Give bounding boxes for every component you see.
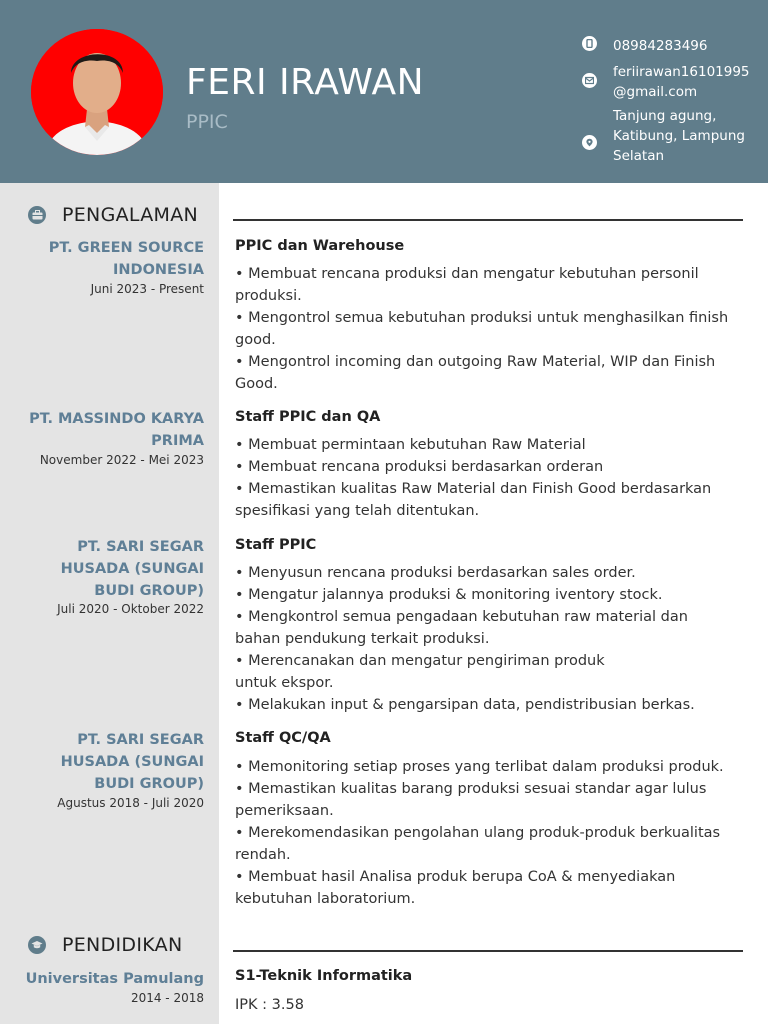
profile-photo (31, 29, 163, 155)
description-line: good. (235, 332, 276, 348)
description-line: • Memonitoring setiap proses yang terlibat dalam produksi produk. (235, 759, 724, 775)
description-line: bahan pendukung terkait produksi. (235, 631, 490, 647)
education-period: 2014 - 2018 (130, 991, 204, 1005)
description-line: • Membuat hasil Analisa produk berupa CoA & menyediakan (235, 869, 676, 885)
employment-period: Agustus 2018 - Juli 2020 (57, 796, 204, 810)
description-line: • Merencanakan dan mengatur pengiriman produk (235, 653, 605, 669)
address-line-3: Selatan (613, 148, 665, 164)
company-line: PT. MASSINDO KARYA (29, 411, 204, 427)
email-address (613, 62, 750, 102)
phone-icon (582, 36, 597, 51)
description-line: • Menyusun rencana produksi berdasarkan sales order. (235, 565, 636, 581)
description-line: Good. (235, 376, 278, 392)
description-line: produksi. (235, 288, 302, 304)
description-line: rendah. (235, 847, 291, 863)
job-title: Staff PPIC (235, 537, 317, 553)
description-line: • Membuat rencana produksi berdasarkan orderan (235, 459, 604, 475)
company-line: PRIMA (151, 433, 204, 449)
job-title: Staff PPIC dan QA (235, 409, 381, 425)
education-section-title (28, 934, 182, 956)
company-line: BUDI GROUP) (94, 776, 204, 792)
education-heading: PENDIDIKAN (62, 934, 183, 956)
experience-heading: PENGALAMAN (62, 204, 199, 226)
job-description (235, 434, 745, 522)
company-line: PT. SARI SEGAR (77, 539, 204, 555)
email-line-1: feriirawan16101995 (613, 64, 750, 80)
description-line: • Membuat permintaan kebutuhan Raw Material (235, 437, 586, 453)
job-description (235, 562, 745, 716)
description-line: pemeriksaan. (235, 803, 334, 819)
employment-period: November 2022 - Mei 2023 (39, 453, 204, 467)
job-title: PPIC dan Warehouse (235, 238, 405, 254)
company-name (29, 408, 204, 452)
employment-period: Juli 2020 - Oktober 2022 (57, 602, 204, 616)
company-name (61, 536, 204, 602)
company-line: PT. SARI SEGAR (77, 732, 204, 748)
location-pin-icon (582, 135, 597, 150)
job-description (235, 756, 745, 910)
company-line: PT. GREEN SOURCE (48, 240, 204, 256)
description-line: • Memastikan kualitas barang produksi sesuai standar agar lulus (235, 781, 707, 797)
experience-section-title (28, 204, 198, 226)
candidate-role: PPIC (186, 111, 228, 133)
description-line: • Merekomendasikan pengolahan ulang produk-produk berkualitas (235, 825, 721, 841)
description-line: spesifikasi yang telah ditentukan. (235, 503, 480, 519)
briefcase-icon (28, 206, 46, 224)
company-name (49, 237, 204, 281)
company-line: HUSADA (SUNGAI (60, 754, 204, 770)
contact-phone (582, 36, 707, 56)
employment-period: Juni 2023 - Present (90, 282, 204, 296)
description-line: • Melakukan input & pengarsipan data, pendistribusian berkas. (235, 697, 695, 713)
description-line: • Mengatur jalannya produksi & monitoring iventory stock. (235, 587, 663, 603)
phone-number: 08984283496 (613, 38, 708, 54)
description-line: kebutuhan laboratorium. (235, 891, 416, 907)
company-name (61, 729, 204, 795)
email-icon (582, 73, 597, 88)
job-description (235, 263, 745, 395)
email-line-2: @gmail.com (613, 84, 698, 100)
education-divider (233, 950, 743, 952)
job-title: Staff QC/QA (235, 730, 331, 746)
company-line: INDONESIA (113, 262, 204, 278)
description-line: • Memastikan kualitas Raw Material dan Finish Good berdasarkan (235, 481, 712, 497)
gpa: IPK : 3.58 (235, 997, 304, 1013)
description-line: • Membuat rencana produksi dan mengatur kebutuhan personil (235, 266, 699, 282)
address (613, 106, 745, 166)
address-line-2: Katibung, Lampung (613, 128, 745, 144)
school-name: Universitas Pamulang (25, 971, 204, 987)
company-line: HUSADA (SUNGAI (60, 561, 204, 577)
description-line: • Mengontrol semua kebutuhan produksi untuk menghasilkan finish (235, 310, 729, 326)
description-line: • Mengkontrol semua pengadaan kebutuhan raw material dan (235, 609, 688, 625)
company-line: BUDI GROUP) (94, 583, 204, 599)
candidate-name: FERI IRAWAN (186, 62, 425, 103)
address-line-1: Tanjung agung, (613, 108, 717, 124)
experience-divider (233, 219, 743, 221)
contact-email (582, 62, 750, 102)
degree: S1-Teknik Informatika (235, 968, 413, 984)
description-line: • Mengontrol incoming dan outgoing Raw Material, WIP dan Finish (235, 354, 716, 370)
contact-address (582, 106, 745, 166)
description-line: untuk ekspor. (235, 675, 334, 691)
resume-header (0, 0, 768, 183)
graduation-cap-icon (28, 936, 46, 954)
